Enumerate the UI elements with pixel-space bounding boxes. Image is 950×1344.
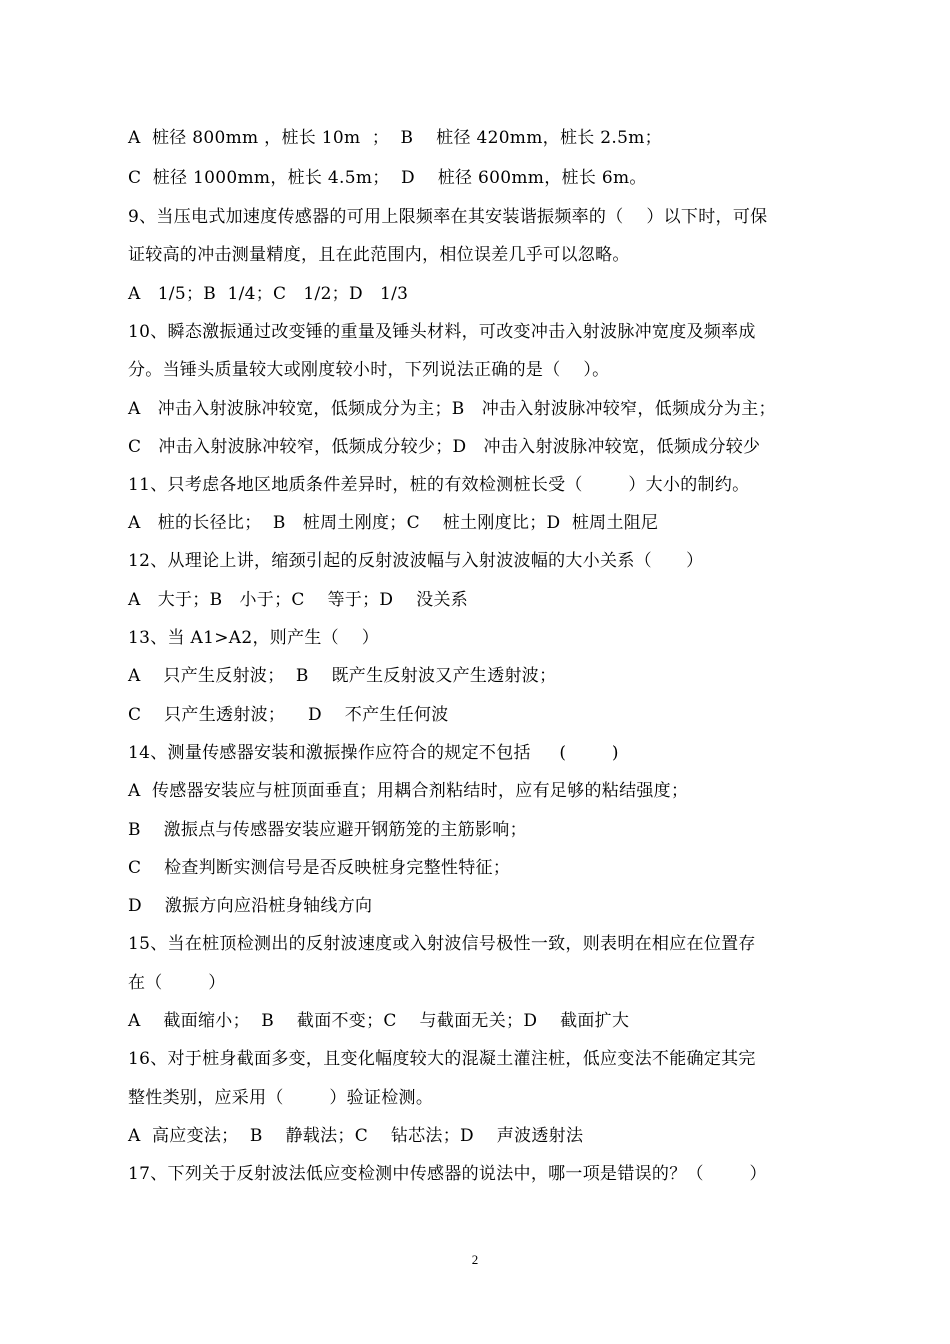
text-line: 分。当锤头质量较大或刚度较小时，下列说法正确的是（ ）。 [128, 360, 610, 380]
page-number: 2 [471, 1252, 479, 1267]
text-line: C 冲击入射波脉冲较窄，低频成分较少；D 冲击入射波脉冲较宽，低频成分较少 [128, 437, 761, 457]
text-line: 整性类别，应采用（ ）验证检测。 [128, 1088, 434, 1108]
text-line: 9、当压电式加速度传感器的可用上限频率在其安装谐振频率的（ ）以下时，可保 [128, 207, 768, 227]
text-line: 12、从理论上讲，缩颈引起的反射波波幅与入射波波幅的大小关系（ ） [128, 551, 704, 571]
text-line: C 只产生透射波； D 不产生任何波 [128, 705, 449, 725]
text-line: B 激振点与传感器安装应避开钢筋笼的主筋影响； [128, 820, 527, 840]
text-line: 16、对于桩身截面多变，且变化幅度较大的混凝土灌注桩，低应变法不能确定其完 [128, 1049, 756, 1069]
text-line: A 传感器安装应与桩顶面垂直；用耦合剂粘结时，应有足够的粘结强度； [128, 781, 689, 801]
text-line: A 大于；B 小于；C 等于；D 没关系 [128, 590, 469, 610]
text-line: 证较高的冲击测量精度，且在此范围内，相位误差几乎可以忽略。 [128, 245, 630, 265]
text-line: 17、下列关于反射波法低应变检测中传感器的说法中，哪一项是错误的？（ ） [128, 1164, 767, 1184]
text-line: A 截面缩小； B 截面不变；C 与截面无关；D 截面扩大 [128, 1011, 630, 1031]
text-line: C 桩径 1000mm，桩长 4.5m； D 桩径 600mm，桩长 6m。 [128, 168, 647, 188]
text-line: A 高应变法； B 静载法；C 钻芯法；D 声波透射法 [128, 1126, 584, 1146]
text-line: 在（ ） [128, 973, 226, 993]
text-line: A 桩径 800mm ，桩长 10m ； B 桩径 420mm，桩长 2.5m； [128, 128, 662, 148]
text-line: 15、当在桩顶检测出的反射波速度或入射波信号极性一致，则表明在相应在位置存 [128, 934, 756, 954]
text-line: A 桩的长径比； B 桩周土刚度；C 桩土刚度比；D 桩周土阻尼 [128, 513, 659, 533]
text-line: C 检查判断实测信号是否反映桩身完整性特征； [128, 858, 511, 878]
text-line: A 只产生反射波； B 既产生反射波又产生透射波； [128, 666, 557, 686]
text-line: 10、瞬态激振通过改变锤的重量及锤头材料，可改变冲击入射波脉冲宽度及频率成 [128, 322, 756, 342]
text-line: 11、只考虑各地区地质条件差异时，桩的有效检测桩长受（ ）大小的制约。 [128, 475, 750, 495]
text-line: A 1/5；B 1/4；C 1/2；D 1/3 [128, 284, 409, 304]
text-line: D 激振方向应沿桩身轴线方向 [128, 896, 373, 916]
text-line: 14、测量传感器安装和激振操作应符合的规定不包括 ( ) [128, 743, 619, 763]
text-line: A 冲击入射波脉冲较宽，低频成分为主；B 冲击入射波脉冲较窄，低频成分为主； [128, 399, 776, 419]
text-line: 13、当 A1>A2，则产生（ ） [128, 628, 380, 648]
